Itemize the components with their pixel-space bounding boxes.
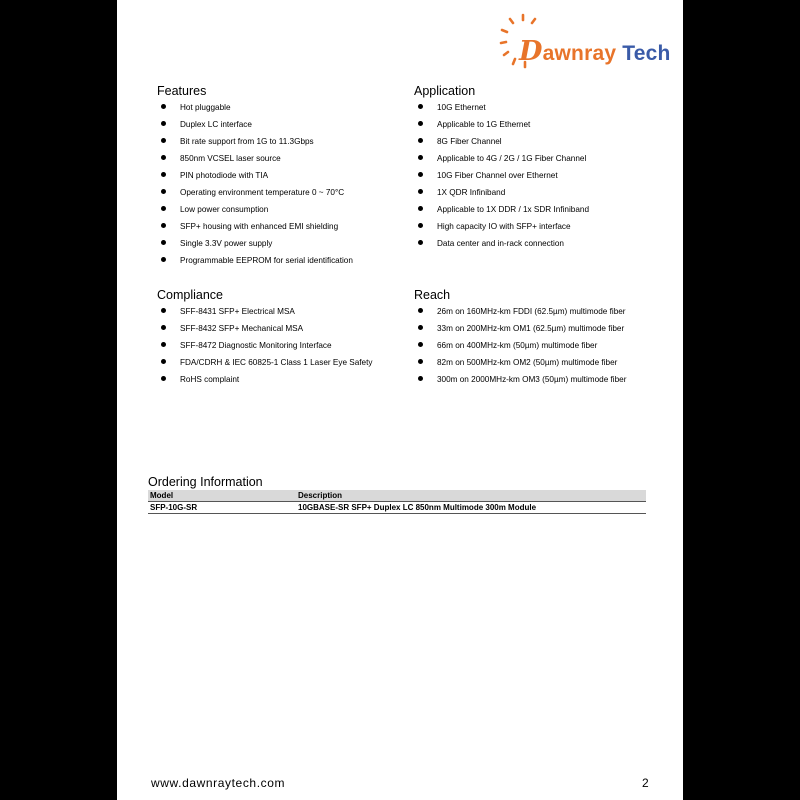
ordering-table: [148, 490, 646, 514]
list-item: Duplex LC interface: [157, 118, 353, 135]
list-item: 10G Ethernet: [414, 101, 589, 118]
footer-url[interactable]: www.dawnraytech.com: [151, 776, 286, 790]
list-item: 850nm VCSEL laser source: [157, 152, 353, 169]
list-item: 66m on 400MHz-km (50µm) multimode fiber: [414, 339, 626, 356]
list-item: FDA/CDRH & IEC 60825-1 Class 1 Laser Eye Safety: [157, 356, 372, 373]
features-section: [157, 83, 353, 271]
brand-name: Dawnray Tech: [519, 36, 671, 67]
list-item: High capacity IO with SFP+ interface: [414, 220, 589, 237]
dawnray-logo: [499, 12, 679, 72]
features-heading: Features: [157, 84, 207, 98]
list-item: 1X QDR Infiniband: [414, 186, 589, 203]
reach-heading: Reach: [414, 288, 451, 302]
list-item: Applicable to 1G Ethernet: [414, 118, 589, 135]
reach-section: [414, 287, 626, 390]
reach-list: [414, 305, 626, 390]
compliance-heading: Compliance: [157, 288, 224, 302]
list-item: Low power consumption: [157, 203, 353, 220]
list-item: 26m on 160MHz-km FDDI (62.5µm) multimode fiber: [414, 305, 626, 322]
list-item: 8G Fiber Channel: [414, 135, 589, 152]
list-item: Applicable to 1X DDR / 1x SDR Infiniband: [414, 203, 589, 220]
list-item: Bit rate support from 1G to 11.3Gbps: [157, 135, 353, 152]
list-item: RoHS complaint: [157, 373, 372, 390]
list-item: Single 3.3V power supply: [157, 237, 353, 254]
application-list: [414, 101, 589, 254]
list-item: Hot pluggable: [157, 101, 353, 118]
document-page: [117, 0, 683, 800]
list-item: 82m on 500MHz-km OM2 (50µm) multimode fiber: [414, 356, 626, 373]
header-description: Description: [296, 490, 646, 502]
list-item: SFF-8431 SFP+ Electrical MSA: [157, 305, 372, 322]
compliance-list: [157, 305, 372, 390]
list-item: SFF-8432 SFP+ Mechanical MSA: [157, 322, 372, 339]
list-item: SFP+ housing with enhanced EMI shielding: [157, 220, 353, 237]
compliance-section: [157, 287, 372, 390]
table-row: [148, 502, 646, 514]
list-item: 33m on 200MHz-km OM1 (62.5µm) multimode fiber: [414, 322, 626, 339]
list-item: 300m on 2000MHz-km OM3 (50µm) multimode fiber: [414, 373, 626, 390]
description-cell: 10GBASE-SR SFP+ Duplex LC 850nm Multimode 300m Module: [298, 503, 537, 512]
list-item: Programmable EEPROM for serial identification: [157, 254, 353, 271]
application-section: [414, 83, 589, 254]
header-model: Model: [148, 490, 296, 502]
list-item: PIN photodiode with TIA: [157, 169, 353, 186]
list-item: Applicable to 4G / 2G / 1G Fiber Channel: [414, 152, 589, 169]
ordering-section: [148, 474, 646, 514]
application-heading: Application: [414, 84, 476, 98]
list-item: Operating environment temperature 0 ~ 70°C: [157, 186, 353, 203]
list-item: SFF-8472 Diagnostic Monitoring Interface: [157, 339, 372, 356]
list-item: 10G Fiber Channel over Ethernet: [414, 169, 589, 186]
list-item: Data center and in-rack connection: [414, 237, 589, 254]
features-list: [157, 101, 353, 271]
model-cell: SFP-10G-SR: [150, 503, 198, 512]
ordering-heading: Ordering Information: [148, 475, 263, 489]
page-number: 2: [642, 776, 649, 790]
